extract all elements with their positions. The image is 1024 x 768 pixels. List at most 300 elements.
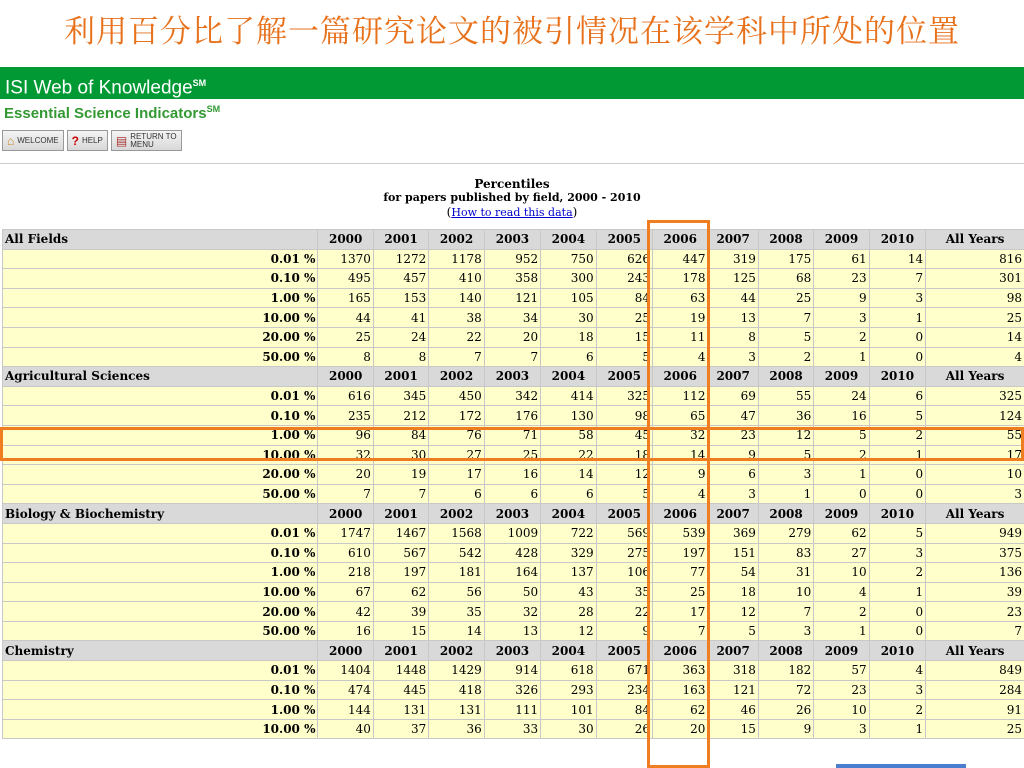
- citation-threshold-cell: 16: [318, 621, 373, 641]
- brand-name: ISI Web of Knowledge: [5, 77, 193, 99]
- field-header-row: [3, 367, 1024, 387]
- citation-threshold-cell: 163: [653, 680, 708, 700]
- citation-threshold-cell: 7: [429, 347, 484, 367]
- citation-threshold-cell: 539: [653, 523, 708, 543]
- citation-threshold-cell: 1: [869, 582, 925, 602]
- citation-threshold-cell: 7: [758, 308, 813, 328]
- citation-threshold-cell: 610: [318, 543, 373, 563]
- citation-threshold-cell: 10: [814, 700, 869, 720]
- year-header: 2007: [708, 504, 758, 524]
- year-header: 2009: [814, 641, 869, 661]
- table-row: [3, 582, 1024, 602]
- citation-threshold-cell: 8: [318, 347, 373, 367]
- citation-threshold-cell: 45: [596, 425, 652, 445]
- citation-threshold-cell: 952: [484, 249, 540, 269]
- citation-threshold-cell: 1370: [318, 249, 373, 269]
- citation-threshold-cell: 234: [596, 680, 652, 700]
- citation-threshold-cell: 20: [484, 327, 540, 347]
- citation-threshold-cell: 130: [541, 406, 596, 426]
- citation-threshold-cell: 329: [541, 543, 596, 563]
- citation-threshold-cell: 1: [869, 445, 925, 465]
- year-header: 2003: [484, 230, 540, 250]
- citation-threshold-cell: 125: [708, 269, 758, 289]
- table-row: [3, 465, 1024, 485]
- citation-threshold-cell: 3: [869, 680, 925, 700]
- help-button[interactable]: [67, 130, 108, 151]
- citation-threshold-cell: 77: [653, 563, 708, 583]
- citation-threshold-cell: 165: [318, 288, 373, 308]
- year-header: 2010: [869, 641, 925, 661]
- citation-threshold-cell: 14: [926, 327, 1024, 347]
- welcome-label: WELCOME: [17, 136, 59, 145]
- citation-threshold-cell: 1: [814, 465, 869, 485]
- citation-threshold-cell: 35: [429, 602, 484, 622]
- percentile-label: 0.01 %: [3, 661, 318, 681]
- citation-threshold-cell: 0: [869, 327, 925, 347]
- citation-threshold-cell: 1467: [373, 523, 428, 543]
- citation-threshold-cell: 23: [814, 680, 869, 700]
- home-icon: ⌂: [7, 133, 15, 148]
- brand-mark: SM: [192, 78, 207, 88]
- citation-threshold-cell: 32: [484, 602, 540, 622]
- year-header: 2006: [653, 504, 708, 524]
- citation-threshold-cell: 30: [541, 719, 596, 739]
- citation-threshold-cell: 22: [541, 445, 596, 465]
- citation-threshold-cell: 50: [484, 582, 540, 602]
- citation-threshold-cell: 153: [373, 288, 428, 308]
- citation-threshold-cell: 293: [541, 680, 596, 700]
- how-to-read-link[interactable]: How to read this data: [451, 206, 573, 219]
- percentile-label: 20.00 %: [3, 602, 318, 622]
- citation-threshold-cell: 101: [541, 700, 596, 720]
- citation-threshold-cell: 176: [484, 406, 540, 426]
- citation-threshold-cell: 6: [541, 347, 596, 367]
- year-header: 2006: [653, 367, 708, 387]
- year-header: 2009: [814, 230, 869, 250]
- table-row: [3, 680, 1024, 700]
- citation-threshold-cell: 57: [814, 661, 869, 681]
- citation-threshold-cell: 7: [869, 269, 925, 289]
- citation-threshold-cell: 2: [758, 347, 813, 367]
- citation-threshold-cell: 1568: [429, 523, 484, 543]
- citation-threshold-cell: 105: [541, 288, 596, 308]
- year-header: 2000: [318, 641, 373, 661]
- citation-threshold-cell: 7: [653, 621, 708, 641]
- percentile-label: 50.00 %: [3, 621, 318, 641]
- citation-threshold-cell: 23: [814, 269, 869, 289]
- percentile-label: 0.10 %: [3, 406, 318, 426]
- citation-threshold-cell: 618: [541, 661, 596, 681]
- citation-threshold-cell: 56: [429, 582, 484, 602]
- year-header: 2001: [373, 641, 428, 661]
- percentile-label: 0.10 %: [3, 543, 318, 563]
- citation-threshold-cell: 3: [926, 484, 1024, 504]
- citation-threshold-cell: 25: [653, 582, 708, 602]
- citation-threshold-cell: 0: [869, 465, 925, 485]
- citation-threshold-cell: 34: [484, 308, 540, 328]
- citation-threshold-cell: 18: [541, 327, 596, 347]
- citation-threshold-cell: 164: [484, 563, 540, 583]
- table-row: [3, 621, 1024, 641]
- citation-threshold-cell: 121: [708, 680, 758, 700]
- citation-threshold-cell: 8: [373, 347, 428, 367]
- citation-threshold-cell: 4: [653, 347, 708, 367]
- percentile-label: 0.01 %: [3, 249, 318, 269]
- citation-threshold-cell: 414: [541, 386, 596, 406]
- year-header: 2008: [758, 504, 813, 524]
- return-label-line2: MENU: [130, 139, 154, 149]
- citation-threshold-cell: 18: [596, 445, 652, 465]
- citation-threshold-cell: 98: [596, 406, 652, 426]
- help-label: HELP: [81, 136, 103, 145]
- citation-threshold-cell: 30: [541, 308, 596, 328]
- citation-threshold-cell: 197: [373, 563, 428, 583]
- field-name: Chemistry: [3, 641, 318, 661]
- citation-threshold-cell: 136: [926, 563, 1024, 583]
- citation-threshold-cell: 3: [708, 347, 758, 367]
- citation-threshold-cell: 212: [373, 406, 428, 426]
- percentile-label: 10.00 %: [3, 445, 318, 465]
- citation-threshold-cell: 0: [869, 347, 925, 367]
- citation-threshold-cell: 3: [758, 621, 813, 641]
- table-row: [3, 347, 1024, 367]
- scroll-indicator: [836, 764, 966, 768]
- year-header: 2007: [708, 367, 758, 387]
- year-header: 2002: [429, 367, 484, 387]
- citation-threshold-cell: 1: [814, 347, 869, 367]
- citation-threshold-cell: 1009: [484, 523, 540, 543]
- year-header: 2008: [758, 367, 813, 387]
- citation-threshold-cell: 20: [318, 465, 373, 485]
- citation-threshold-cell: 5: [758, 445, 813, 465]
- year-header: 2000: [318, 504, 373, 524]
- citation-threshold-cell: 11: [653, 327, 708, 347]
- citation-threshold-cell: 62: [814, 523, 869, 543]
- citation-threshold-cell: 9: [814, 288, 869, 308]
- citation-threshold-cell: 5: [869, 523, 925, 543]
- year-header: 2003: [484, 641, 540, 661]
- citation-threshold-cell: 12: [708, 602, 758, 622]
- year-header: 2008: [758, 230, 813, 250]
- citation-threshold-cell: 375: [926, 543, 1024, 563]
- citation-threshold-cell: 12: [758, 425, 813, 445]
- citation-threshold-cell: 14: [653, 445, 708, 465]
- product-name: Essential Science Indicators: [4, 105, 207, 122]
- citation-threshold-cell: 25: [758, 288, 813, 308]
- citation-threshold-cell: 3: [814, 308, 869, 328]
- citation-threshold-cell: 849: [926, 661, 1024, 681]
- citation-threshold-cell: 816: [926, 249, 1024, 269]
- citation-threshold-cell: 457: [373, 269, 428, 289]
- citation-threshold-cell: 4: [869, 661, 925, 681]
- citation-threshold-cell: 84: [596, 288, 652, 308]
- citation-threshold-cell: 31: [758, 563, 813, 583]
- citation-threshold-cell: 9: [708, 445, 758, 465]
- year-header: 2009: [814, 504, 869, 524]
- welcome-button[interactable]: [2, 130, 64, 151]
- citation-threshold-cell: 569: [596, 523, 652, 543]
- citation-threshold-cell: 410: [429, 269, 484, 289]
- citation-threshold-cell: 36: [429, 719, 484, 739]
- citation-threshold-cell: 106: [596, 563, 652, 583]
- citation-threshold-cell: 13: [708, 308, 758, 328]
- citation-threshold-cell: 18: [708, 582, 758, 602]
- citation-threshold-cell: 450: [429, 386, 484, 406]
- citation-threshold-cell: 5: [814, 425, 869, 445]
- citation-threshold-cell: 325: [596, 386, 652, 406]
- citation-threshold-cell: 181: [429, 563, 484, 583]
- citation-threshold-cell: 25: [926, 308, 1024, 328]
- citation-threshold-cell: 65: [653, 406, 708, 426]
- field-name: All Fields: [3, 230, 318, 250]
- citation-threshold-cell: 284: [926, 680, 1024, 700]
- citation-threshold-cell: 2: [814, 327, 869, 347]
- citation-threshold-cell: 17: [653, 602, 708, 622]
- citation-threshold-cell: 33: [484, 719, 540, 739]
- percentile-label: 1.00 %: [3, 563, 318, 583]
- year-header: 2001: [373, 230, 428, 250]
- citation-threshold-cell: 41: [373, 308, 428, 328]
- citation-threshold-cell: 151: [708, 543, 758, 563]
- citation-threshold-cell: 83: [758, 543, 813, 563]
- citation-threshold-cell: 37: [373, 719, 428, 739]
- citation-threshold-cell: 197: [653, 543, 708, 563]
- table-row: [3, 445, 1024, 465]
- citation-threshold-cell: 3: [869, 288, 925, 308]
- year-header: 2003: [484, 504, 540, 524]
- citation-threshold-cell: 140: [429, 288, 484, 308]
- citation-threshold-cell: 2: [869, 700, 925, 720]
- table-row: [3, 249, 1024, 269]
- percentile-label: 10.00 %: [3, 582, 318, 602]
- citation-threshold-cell: 2: [869, 563, 925, 583]
- citation-threshold-cell: 32: [653, 425, 708, 445]
- citation-threshold-cell: 131: [429, 700, 484, 720]
- citation-threshold-cell: 567: [373, 543, 428, 563]
- citation-threshold-cell: 23: [708, 425, 758, 445]
- year-header: 2006: [653, 641, 708, 661]
- menu-icon: ▤: [115, 133, 128, 148]
- citation-threshold-cell: 30: [373, 445, 428, 465]
- year-header: 2008: [758, 641, 813, 661]
- citation-threshold-cell: 15: [708, 719, 758, 739]
- percentiles-table: [2, 229, 1024, 739]
- report-title: Percentiles: [474, 177, 550, 191]
- brand-bar: [0, 67, 1024, 99]
- citation-threshold-cell: 445: [373, 680, 428, 700]
- table-row: [3, 308, 1024, 328]
- year-header: 2006: [653, 230, 708, 250]
- citation-threshold-cell: 235: [318, 406, 373, 426]
- percentile-label: 20.00 %: [3, 465, 318, 485]
- citation-threshold-cell: 124: [926, 406, 1024, 426]
- citation-threshold-cell: 42: [318, 602, 373, 622]
- citation-threshold-cell: 44: [708, 288, 758, 308]
- citation-threshold-cell: 24: [373, 327, 428, 347]
- citation-threshold-cell: 7: [318, 484, 373, 504]
- percentile-label: 10.00 %: [3, 308, 318, 328]
- citation-threshold-cell: 1: [869, 719, 925, 739]
- citation-threshold-cell: 4: [814, 582, 869, 602]
- citation-threshold-cell: 1404: [318, 661, 373, 681]
- table-row: [3, 661, 1024, 681]
- citation-threshold-cell: 25: [596, 308, 652, 328]
- percentile-label: 0.10 %: [3, 680, 318, 700]
- year-header: 2010: [869, 230, 925, 250]
- citation-threshold-cell: 47: [708, 406, 758, 426]
- citation-threshold-cell: 58: [541, 425, 596, 445]
- citation-threshold-cell: 1429: [429, 661, 484, 681]
- citation-threshold-cell: 279: [758, 523, 813, 543]
- citation-threshold-cell: 22: [596, 602, 652, 622]
- citation-threshold-cell: 3: [708, 484, 758, 504]
- year-header: 2007: [708, 230, 758, 250]
- citation-threshold-cell: 1448: [373, 661, 428, 681]
- citation-threshold-cell: 358: [484, 269, 540, 289]
- citation-threshold-cell: 7: [926, 621, 1024, 641]
- citation-threshold-cell: 72: [758, 680, 813, 700]
- citation-threshold-cell: 0: [869, 602, 925, 622]
- citation-threshold-cell: 0: [814, 484, 869, 504]
- citation-threshold-cell: 36: [758, 406, 813, 426]
- citation-threshold-cell: 10: [926, 465, 1024, 485]
- citation-threshold-cell: 10: [758, 582, 813, 602]
- percentile-label: 1.00 %: [3, 288, 318, 308]
- citation-threshold-cell: 6: [708, 465, 758, 485]
- table-row: [3, 327, 1024, 347]
- citation-threshold-cell: 62: [373, 582, 428, 602]
- citation-threshold-cell: 0: [869, 484, 925, 504]
- citation-threshold-cell: 447: [653, 249, 708, 269]
- table-row: [3, 288, 1024, 308]
- citation-threshold-cell: 542: [429, 543, 484, 563]
- year-header: 2004: [541, 367, 596, 387]
- table-row: [3, 602, 1024, 622]
- citation-threshold-cell: 325: [926, 386, 1024, 406]
- table-row: [3, 523, 1024, 543]
- year-header: 2009: [814, 367, 869, 387]
- citation-threshold-cell: 9: [758, 719, 813, 739]
- citation-threshold-cell: 12: [541, 621, 596, 641]
- citation-threshold-cell: 345: [373, 386, 428, 406]
- citation-threshold-cell: 6: [484, 484, 540, 504]
- citation-threshold-cell: 750: [541, 249, 596, 269]
- citation-threshold-cell: 32: [318, 445, 373, 465]
- citation-threshold-cell: 26: [758, 700, 813, 720]
- citation-threshold-cell: 137: [541, 563, 596, 583]
- citation-threshold-cell: 14: [869, 249, 925, 269]
- citation-threshold-cell: 46: [708, 700, 758, 720]
- citation-threshold-cell: 6: [429, 484, 484, 504]
- return-label: [130, 133, 176, 149]
- citation-threshold-cell: 626: [596, 249, 652, 269]
- citation-threshold-cell: 722: [541, 523, 596, 543]
- citation-threshold-cell: 17: [926, 445, 1024, 465]
- citation-threshold-cell: 25: [484, 445, 540, 465]
- citation-threshold-cell: 369: [708, 523, 758, 543]
- citation-threshold-cell: 55: [758, 386, 813, 406]
- citation-threshold-cell: 182: [758, 661, 813, 681]
- citation-threshold-cell: 949: [926, 523, 1024, 543]
- citation-threshold-cell: 3: [869, 543, 925, 563]
- percentile-label: 0.01 %: [3, 523, 318, 543]
- citation-threshold-cell: 55: [926, 425, 1024, 445]
- citation-threshold-cell: 76: [429, 425, 484, 445]
- citation-threshold-cell: 28: [541, 602, 596, 622]
- field-name: Agricultural Sciences: [3, 367, 318, 387]
- percentile-label: 50.00 %: [3, 347, 318, 367]
- citation-threshold-cell: 1272: [373, 249, 428, 269]
- citation-threshold-cell: 69: [708, 386, 758, 406]
- citation-threshold-cell: 9: [596, 621, 652, 641]
- citation-threshold-cell: 98: [926, 288, 1024, 308]
- year-header: 2010: [869, 367, 925, 387]
- citation-threshold-cell: 40: [318, 719, 373, 739]
- citation-threshold-cell: 10: [814, 563, 869, 583]
- citation-threshold-cell: 2: [869, 425, 925, 445]
- return-label-line1: RETURN TO: [130, 131, 177, 141]
- citation-threshold-cell: 6: [541, 484, 596, 504]
- citation-threshold-cell: 16: [814, 406, 869, 426]
- citation-threshold-cell: 5: [869, 406, 925, 426]
- table-row: [3, 543, 1024, 563]
- citation-threshold-cell: 418: [429, 680, 484, 700]
- citation-threshold-cell: 25: [926, 719, 1024, 739]
- table-row: [3, 425, 1024, 445]
- citation-threshold-cell: 4: [926, 347, 1024, 367]
- help-link-wrapper: (How to read this data): [446, 205, 578, 219]
- citation-threshold-cell: 19: [653, 308, 708, 328]
- citation-threshold-cell: 144: [318, 700, 373, 720]
- year-header: 2005: [596, 641, 652, 661]
- return-to-menu-button[interactable]: [111, 130, 182, 151]
- year-header: 2004: [541, 230, 596, 250]
- citation-threshold-cell: 44: [318, 308, 373, 328]
- citation-threshold-cell: 474: [318, 680, 373, 700]
- year-header: 2004: [541, 641, 596, 661]
- citation-threshold-cell: 121: [484, 288, 540, 308]
- year-header: 2003: [484, 367, 540, 387]
- citation-threshold-cell: 7: [373, 484, 428, 504]
- field-header-row: [3, 230, 1024, 250]
- citation-threshold-cell: 39: [926, 582, 1024, 602]
- citation-threshold-cell: 495: [318, 269, 373, 289]
- citation-threshold-cell: 15: [596, 327, 652, 347]
- citation-threshold-cell: 5: [758, 327, 813, 347]
- citation-threshold-cell: 12: [596, 465, 652, 485]
- citation-threshold-cell: 0: [869, 621, 925, 641]
- year-header: 2007: [708, 641, 758, 661]
- citation-threshold-cell: 23: [926, 602, 1024, 622]
- citation-threshold-cell: 63: [653, 288, 708, 308]
- citation-threshold-cell: 6: [869, 386, 925, 406]
- percentile-label: 1.00 %: [3, 700, 318, 720]
- help-icon: ?: [71, 133, 79, 148]
- year-header: 2000: [318, 230, 373, 250]
- year-header: 2010: [869, 504, 925, 524]
- citation-threshold-cell: 3: [758, 465, 813, 485]
- citation-threshold-cell: 363: [653, 661, 708, 681]
- citation-threshold-cell: 1: [869, 308, 925, 328]
- citation-threshold-cell: 54: [708, 563, 758, 583]
- citation-threshold-cell: 84: [373, 425, 428, 445]
- citation-threshold-cell: 3: [814, 719, 869, 739]
- percentile-label: 20.00 %: [3, 327, 318, 347]
- citation-threshold-cell: 27: [429, 445, 484, 465]
- citation-threshold-cell: 175: [758, 249, 813, 269]
- table-row: [3, 386, 1024, 406]
- citation-threshold-cell: 16: [484, 465, 540, 485]
